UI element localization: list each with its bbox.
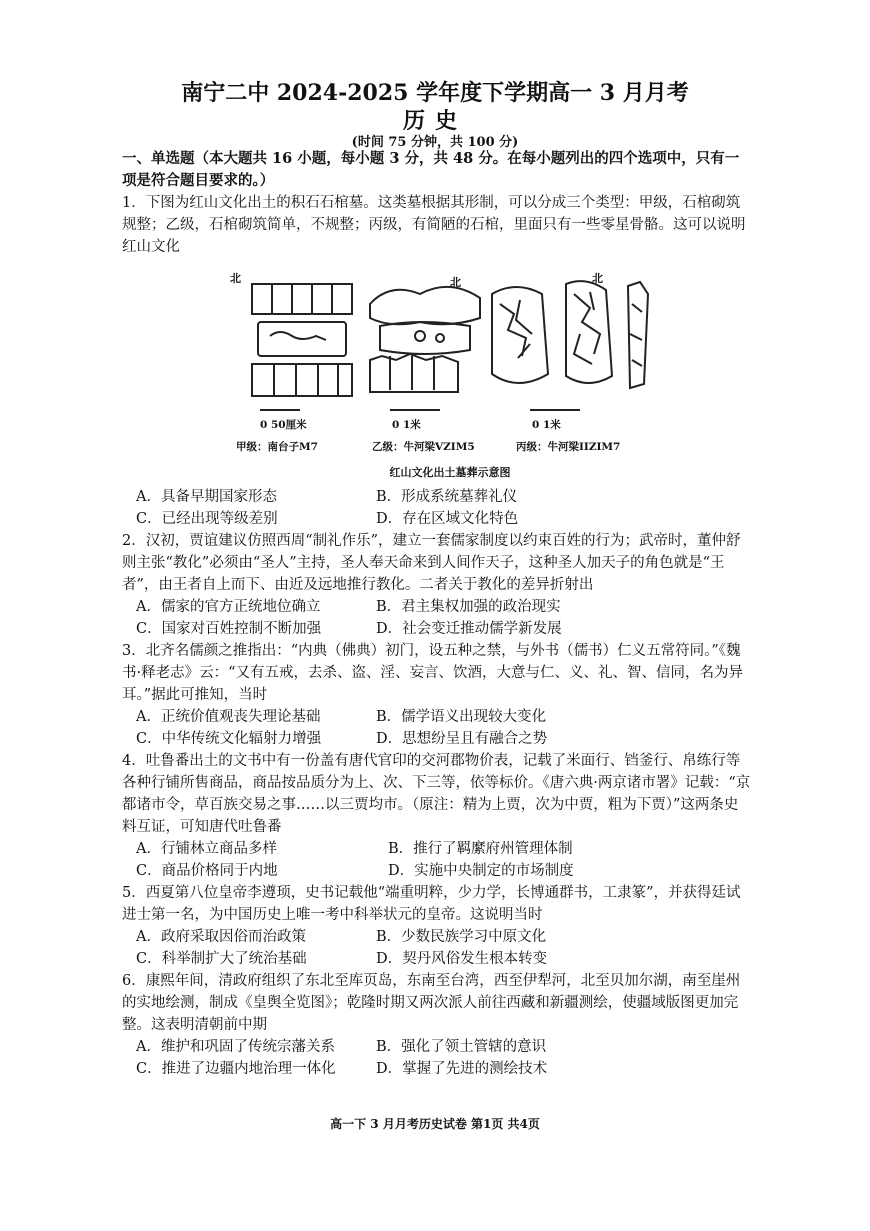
option-b: B．少数民族学习中原文化 xyxy=(376,929,547,945)
exam-time-info: (时间 75 分钟，共 100 分) xyxy=(351,135,519,150)
option-a: A．行铺林立商品多样 xyxy=(136,841,277,857)
exam-content xyxy=(122,148,752,1080)
question-stem: 4．吐鲁番出土的文书中有一份盖有唐代官印的交河郡物价表，记载了米面行、铛釜行、帛练行等各种行铺所售商品，商品按品质分为上、次、下三等，依等标价。《唐六典·两京诸市署》记载：“京都诸市令，草百族交易之事……以三贾均市。（原注：精为上贾，次为中贾，粗为下贾）”这两条史料互证，可知唐代吐鲁番 xyxy=(122,753,751,835)
question-stem: 3．北齐名儒颜之推指出：“内典（佛典）初门，设五种之禁，与外书（儒书）仁义五常符同。”《魏书·释老志》云：“又有五戒，去杀、盗、淫、妄言、饮酒，大意与仁、义、礼、智、信同，名为异耳。”据此可推知，当时 xyxy=(122,643,744,703)
question-5 xyxy=(122,882,752,970)
option-d: D．思想纷呈且有融合之势 xyxy=(376,731,548,747)
label-jia: 甲级：南台子M7 xyxy=(236,441,318,453)
option-a: A．政府采取因俗而治政策 xyxy=(136,929,306,945)
scale-yi: 0 1米 xyxy=(392,419,421,431)
option-c: C．推进了边疆内地治理一体化 xyxy=(136,1061,336,1077)
north-label-bing: 北 xyxy=(592,272,603,285)
option-c: C．已经出现等级差别 xyxy=(136,511,278,527)
option-b: B．推行了羁縻府州管理体制 xyxy=(388,841,573,857)
option-d: D．存在区域文化特色 xyxy=(376,511,519,527)
question-stem: 1．下图为红山文化出土的积石石棺墓。这类墓根据其形制，可以分成三个类型：甲级，石棺砌筑规整；乙级，石棺砌筑简单，不规整；丙级，有简陋的石棺，里面只有一些零星骨骼。这可以说明红山文化 xyxy=(122,195,746,255)
question-4 xyxy=(122,750,752,882)
scale-bing: 0 1米 xyxy=(532,419,561,431)
option-c: C．国家对百姓控制不断加强 xyxy=(136,621,322,637)
question-6 xyxy=(122,970,752,1080)
question-stem: 6．康熙年间，清政府组织了东北至库页岛，东南至台湾，西至伊犁河，北至贝加尔湖，南至崖州的实地绘测，制成《皇舆全览图》；乾隆时期又两次派人前往西藏和新疆测绘，使疆域版图更加完整。这表明清朝前中期 xyxy=(122,973,741,1033)
section-heading: 一、单选题（本大题共 16 小题，每小题 3 分，共 48 分。在每小题列出的四个选项中，只有一项是符合题目要求的。） xyxy=(122,150,740,189)
option-a: A．儒家的官方正统地位确立 xyxy=(136,599,321,615)
option-c: C．科举制扩大了统治基础 xyxy=(136,951,307,967)
option-b: B．强化了领土管辖的意识 xyxy=(376,1039,547,1055)
question-2 xyxy=(122,530,752,640)
question-stem: 2．汉初，贾谊建议仿照西周“制礼作乐”，建立一套儒家制度以约束百姓的行为；武帝时，董仲舒则主张“教化”必须由“圣人”主持，圣人奉天命来到人间作天子，这种圣人加天子的角色就是“王者”，由王者自上而下、由近及远地推行教化。二者关于教化的差异折射出 xyxy=(122,533,741,593)
option-d: D．实施中央制定的市场制度 xyxy=(388,863,574,879)
exam-title: 南宁二中 2024-2025 学年度下学期高一 3 月月考 xyxy=(181,80,689,106)
label-bing: 丙级：牛河梁IIZIM7 xyxy=(516,441,621,453)
label-yi: 乙级：牛河梁VZIM5 xyxy=(372,441,475,453)
option-d: D．掌握了先进的测绘技术 xyxy=(376,1061,548,1077)
option-b: B．儒学语义出现较大变化 xyxy=(376,709,547,725)
options xyxy=(136,926,752,970)
option-a: A．维护和巩固了传统宗藩关系 xyxy=(136,1039,335,1055)
question-3 xyxy=(122,640,752,750)
page-footer: 高一下 3 月月考历史试卷 第1页 共4页 xyxy=(330,1117,540,1131)
question-1 xyxy=(122,192,752,530)
option-c: C．商品价格同于内地 xyxy=(136,863,278,879)
options xyxy=(136,1036,752,1080)
options xyxy=(136,838,752,882)
exam-subject: 历史 xyxy=(402,108,467,134)
option-b: B．形成系统墓葬礼仪 xyxy=(376,489,518,505)
options xyxy=(136,596,752,640)
option-b: B．君主集权加强的政治现实 xyxy=(376,599,561,615)
option-d: D．契丹风俗发生根本转变 xyxy=(376,951,548,967)
figure-caption: 红山文化出土墓葬示意图 xyxy=(389,466,511,479)
north-label-yi: 北 xyxy=(450,276,461,289)
option-a: A．正统价值观丧失理论基础 xyxy=(136,709,321,725)
option-c: C．中华传统文化辐射力增强 xyxy=(136,731,322,747)
tomb-figure xyxy=(230,264,670,482)
scale-jia: 0 50厘米 xyxy=(260,419,307,431)
option-a: A．具备早期国家形态 xyxy=(136,489,277,505)
options xyxy=(136,706,752,750)
options xyxy=(136,486,752,530)
option-d: D．社会变迁推动儒学新发展 xyxy=(376,621,562,637)
north-label-jia: 北 xyxy=(230,272,241,285)
question-stem: 5．西夏第八位皇帝李遵顼，史书记载他“端重明粹，少力学，长博通群书，工隶篆”，并获得廷试进士第一名，为中国历史上唯一考中科举状元的皇帝。这说明当时 xyxy=(122,885,741,923)
